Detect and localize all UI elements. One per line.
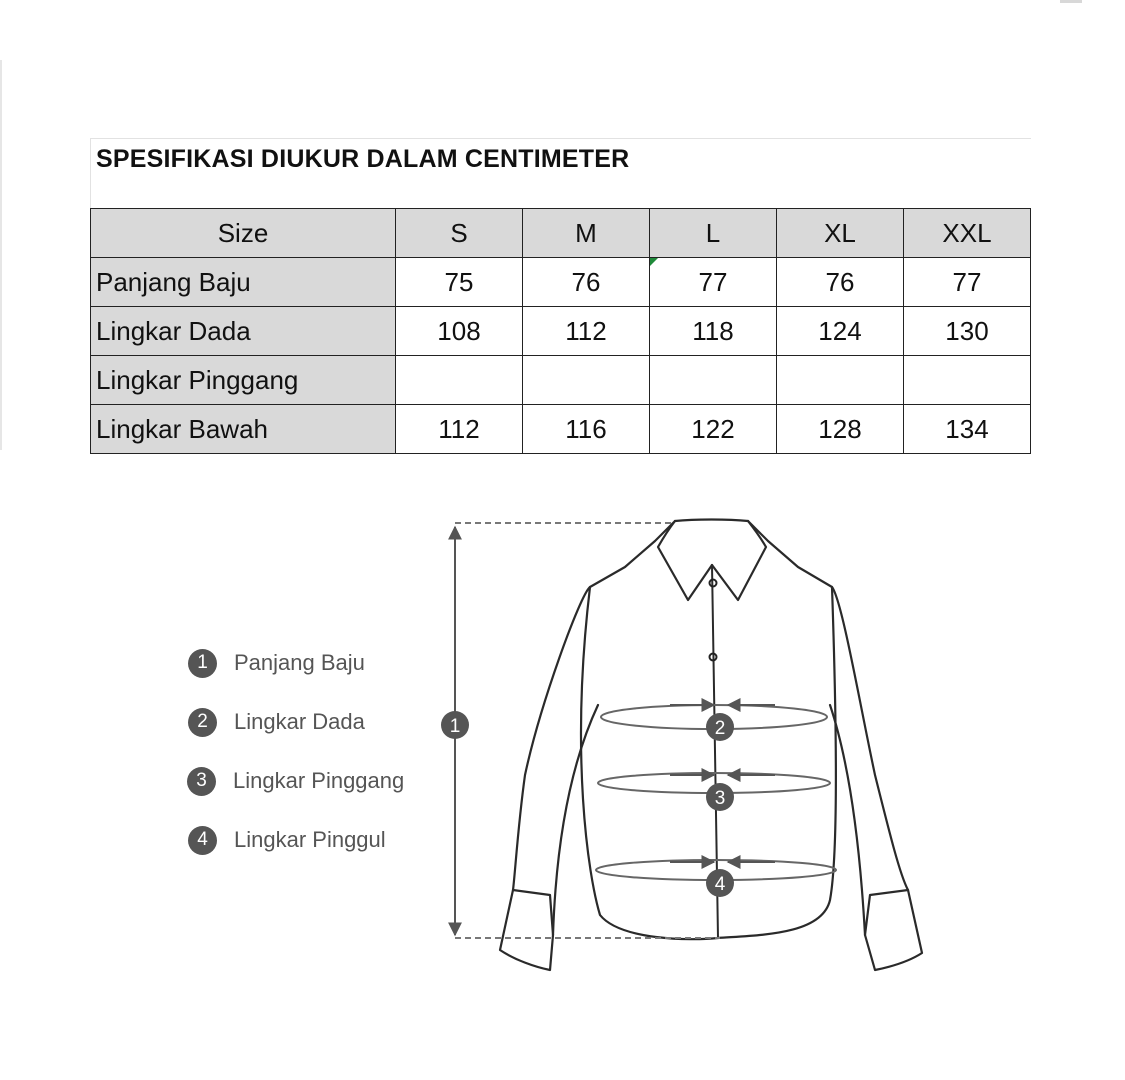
table-cell[interactable]: 128 — [777, 405, 904, 454]
row-label-lingkar-bawah[interactable]: Lingkar Bawah — [91, 405, 396, 454]
shirt-collar-left — [658, 521, 712, 600]
legend-label: Lingkar Pinggang — [233, 768, 405, 793]
legend-item — [188, 707, 404, 737]
number-badge-icon: 1 — [188, 649, 217, 678]
shirt-left-cuff — [513, 890, 553, 935]
table-cell[interactable]: 75 — [396, 258, 523, 307]
marker-label: 1 — [449, 716, 461, 737]
table-cell[interactable] — [396, 356, 523, 405]
row-label-lingkar-dada[interactable]: Lingkar Dada — [91, 307, 396, 356]
marker-label: 3 — [714, 788, 726, 809]
table-cell[interactable]: 122 — [650, 405, 777, 454]
table-cell[interactable] — [523, 356, 650, 405]
number-badge-icon: 3 — [187, 767, 216, 796]
shirt-collar-right — [712, 521, 766, 600]
measurement-legend — [188, 648, 404, 884]
shirt-right-sleeve — [830, 587, 922, 970]
header-cell-size[interactable]: Size — [91, 209, 396, 258]
legend-label: Panjang Baju — [234, 650, 365, 675]
legend-label: Lingkar Dada — [234, 709, 365, 734]
table-row — [91, 356, 1031, 405]
row-label-lingkar-pinggang[interactable]: Lingkar Pinggang — [91, 356, 396, 405]
shirt-collar-band — [675, 520, 748, 522]
table-cell[interactable]: 116 — [523, 405, 650, 454]
marker-length — [441, 711, 469, 739]
number-badge-icon: 4 — [188, 826, 217, 855]
table-cell[interactable] — [650, 356, 777, 405]
table-cell[interactable]: 76 — [777, 258, 904, 307]
marker-waist — [706, 783, 734, 811]
marker-chest — [706, 713, 734, 741]
table-cell[interactable]: 112 — [396, 405, 523, 454]
table-cell[interactable] — [777, 356, 904, 405]
row-label-panjang-baju[interactable]: Panjang Baju — [91, 258, 396, 307]
header-cell-xl[interactable]: XL — [777, 209, 904, 258]
header-cell-m[interactable]: M — [523, 209, 650, 258]
table-cell[interactable] — [904, 356, 1031, 405]
table-header-row — [91, 209, 1031, 258]
header-cell-xxl[interactable]: XXL — [904, 209, 1031, 258]
header-cell-l[interactable]: L — [650, 209, 777, 258]
legend-item — [188, 648, 404, 678]
shirt-right-cuff — [865, 890, 908, 935]
table-cell[interactable]: 108 — [396, 307, 523, 356]
table-cell[interactable]: 77 — [904, 258, 1031, 307]
table-row — [91, 258, 1031, 307]
marker-hip — [706, 869, 734, 897]
table-cell[interactable]: 134 — [904, 405, 1031, 454]
marker-label: 4 — [714, 874, 726, 895]
table-cell[interactable]: 130 — [904, 307, 1031, 356]
legend-label: Lingkar Pinggul — [234, 827, 386, 852]
number-badge-icon: 2 — [188, 708, 217, 737]
marker-label: 2 — [714, 718, 726, 739]
corner-mark — [1060, 0, 1082, 3]
left-edge-line — [0, 60, 2, 450]
table-cell[interactable]: 118 — [650, 307, 777, 356]
header-cell-s[interactable]: S — [396, 209, 523, 258]
sheet-title: SPESIFIKASI DIUKUR DALAM CENTIMETER — [90, 138, 1031, 208]
table-row — [91, 405, 1031, 454]
size-table — [90, 208, 1031, 454]
table-cell-with-comment[interactable]: 77 — [650, 258, 777, 307]
table-row — [91, 307, 1031, 356]
legend-item — [188, 825, 404, 855]
legend-item — [187, 766, 404, 796]
table-cell[interactable]: 112 — [523, 307, 650, 356]
shirt-measurement-diagram — [430, 505, 930, 985]
table-cell[interactable]: 124 — [777, 307, 904, 356]
table-cell[interactable]: 76 — [523, 258, 650, 307]
size-spec-sheet — [90, 138, 1031, 454]
